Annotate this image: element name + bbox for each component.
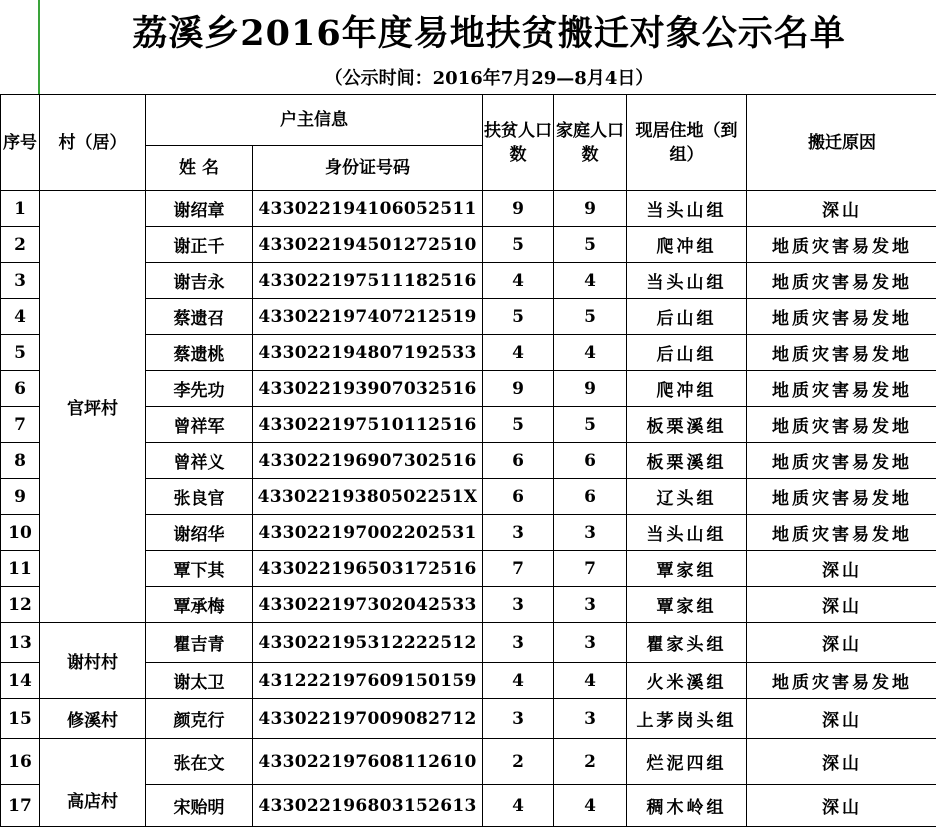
poverty-population-cell: 4 [483, 263, 554, 299]
seq-cell: 1 [1, 191, 40, 227]
name-cell: 覃承梅 [146, 587, 253, 623]
residence-cell: 后山组 [627, 335, 747, 371]
table-row [1, 191, 936, 227]
name-cell: 宋贻明 [146, 785, 253, 827]
poverty-population-cell: 5 [483, 407, 554, 443]
reason-cell: 地质灾害易发地 [747, 263, 936, 299]
family-population-cell: 9 [554, 191, 627, 227]
id-number-cell: 433022194106052511 [253, 191, 483, 227]
poverty-population-cell: 2 [483, 739, 554, 785]
name-cell: 蔡遗召 [146, 299, 253, 335]
residence-cell: 辽头组 [627, 479, 747, 515]
residence-cell: 板栗溪组 [627, 443, 747, 479]
reason-cell: 深山 [747, 739, 936, 785]
seq-cell: 13 [1, 623, 40, 663]
name-cell: 瞿吉青 [146, 623, 253, 663]
id-number-cell: 433022196907302516 [253, 443, 483, 479]
name-cell: 颜克行 [146, 699, 253, 739]
name-cell: 谢绍章 [146, 191, 253, 227]
reason-cell: 地质灾害易发地 [747, 335, 936, 371]
reason-cell: 深山 [747, 785, 936, 827]
residence-cell: 烂泥四组 [627, 739, 747, 785]
seq-cell: 15 [1, 699, 40, 739]
family-population-cell: 5 [554, 299, 627, 335]
family-population-cell: 5 [554, 227, 627, 263]
header-owner-info: 户主信息 [146, 95, 483, 146]
village-cell: 谢村村 [40, 623, 146, 699]
title-block [38, 0, 936, 94]
poverty-population-cell: 3 [483, 699, 554, 739]
id-number-cell: 433022194501272510 [253, 227, 483, 263]
name-cell: 谢太卫 [146, 663, 253, 699]
family-population-cell: 9 [554, 371, 627, 407]
seq-cell: 9 [1, 479, 40, 515]
name-cell: 李先功 [146, 371, 253, 407]
family-population-cell: 3 [554, 699, 627, 739]
id-number-cell: 433022197510112516 [253, 407, 483, 443]
reason-cell: 深山 [747, 587, 936, 623]
reason-cell: 地质灾害易发地 [747, 407, 936, 443]
residence-cell: 覃家组 [627, 587, 747, 623]
name-cell: 张在文 [146, 739, 253, 785]
poverty-population-cell: 6 [483, 443, 554, 479]
id-number-cell: 433022197608112610 [253, 739, 483, 785]
seq-cell: 11 [1, 551, 40, 587]
page-title: 荔溪乡2016年度易地扶贫搬迁对象公示名单 [40, 6, 936, 56]
id-number-cell: 433022194807192533 [253, 335, 483, 371]
reason-cell: 深山 [747, 699, 936, 739]
header-current-residence: 现居住地（到组） [627, 95, 747, 191]
announcement-period: （公示时间：2016年7月29—8月4日） [40, 64, 936, 90]
id-number-cell: 433022193907032516 [253, 371, 483, 407]
name-cell: 谢吉永 [146, 263, 253, 299]
reason-cell: 地质灾害易发地 [747, 299, 936, 335]
poverty-population-cell: 9 [483, 371, 554, 407]
id-number-cell: 433022197302042533 [253, 587, 483, 623]
reason-cell: 地质灾害易发地 [747, 443, 936, 479]
poverty-population-cell: 4 [483, 663, 554, 699]
poverty-population-cell: 6 [483, 479, 554, 515]
header-poverty-population: 扶贫人口数 [483, 95, 554, 191]
village-cell: 修溪村 [40, 699, 146, 739]
id-number-cell: 433022196503172516 [253, 551, 483, 587]
name-cell: 张良官 [146, 479, 253, 515]
residence-cell: 上茅岗头组 [627, 699, 747, 739]
reason-cell: 地质灾害易发地 [747, 479, 936, 515]
poverty-population-cell: 4 [483, 785, 554, 827]
seq-cell: 5 [1, 335, 40, 371]
village-cell: 高店村 [40, 739, 146, 827]
family-population-cell: 3 [554, 623, 627, 663]
family-population-cell: 4 [554, 335, 627, 371]
family-population-cell: 6 [554, 479, 627, 515]
poverty-population-cell: 3 [483, 587, 554, 623]
residence-cell: 后山组 [627, 299, 747, 335]
relocation-list-table [0, 94, 936, 827]
poverty-population-cell: 3 [483, 515, 554, 551]
poverty-population-cell: 3 [483, 623, 554, 663]
table-row [1, 699, 936, 739]
family-population-cell: 7 [554, 551, 627, 587]
poverty-population-cell: 7 [483, 551, 554, 587]
family-population-cell: 3 [554, 587, 627, 623]
name-cell: 覃下其 [146, 551, 253, 587]
seq-cell: 10 [1, 515, 40, 551]
header-relocation-reason: 搬迁原因 [747, 95, 936, 191]
residence-cell: 瞿家头组 [627, 623, 747, 663]
family-population-cell: 4 [554, 263, 627, 299]
seq-cell: 12 [1, 587, 40, 623]
seq-cell: 7 [1, 407, 40, 443]
family-population-cell: 4 [554, 785, 627, 827]
poverty-population-cell: 5 [483, 227, 554, 263]
residence-cell: 覃家组 [627, 551, 747, 587]
id-number-cell: 433022196803152613 [253, 785, 483, 827]
residence-cell: 板栗溪组 [627, 407, 747, 443]
poverty-population-cell: 9 [483, 191, 554, 227]
reason-cell: 地质灾害易发地 [747, 371, 936, 407]
id-number-cell: 433022197511182516 [253, 263, 483, 299]
seq-cell: 3 [1, 263, 40, 299]
seq-cell: 8 [1, 443, 40, 479]
seq-cell: 2 [1, 227, 40, 263]
seq-cell: 4 [1, 299, 40, 335]
name-cell: 曾祥军 [146, 407, 253, 443]
table-row [1, 623, 936, 663]
family-population-cell: 5 [554, 407, 627, 443]
id-number-cell: 433022197407212519 [253, 299, 483, 335]
id-number-cell: 433022197002202531 [253, 515, 483, 551]
header-seq: 序号 [1, 95, 40, 191]
name-cell: 谢正千 [146, 227, 253, 263]
id-number-cell: 431222197609150159 [253, 663, 483, 699]
id-number-cell: 43302219380502251X [253, 479, 483, 515]
header-family-population: 家庭人口数 [554, 95, 627, 191]
family-population-cell: 3 [554, 515, 627, 551]
reason-cell: 深山 [747, 191, 936, 227]
seq-cell: 14 [1, 663, 40, 699]
village-cell: 官坪村 [40, 191, 146, 623]
name-cell: 蔡遗桃 [146, 335, 253, 371]
header-village: 村（居） [40, 95, 146, 191]
reason-cell: 深山 [747, 551, 936, 587]
header-name: 姓 名 [146, 146, 253, 191]
residence-cell: 当头山组 [627, 263, 747, 299]
residence-cell: 爬冲组 [627, 371, 747, 407]
residence-cell: 爬冲组 [627, 227, 747, 263]
seq-cell: 6 [1, 371, 40, 407]
seq-cell: 17 [1, 785, 40, 827]
reason-cell: 地质灾害易发地 [747, 515, 936, 551]
poverty-population-cell: 5 [483, 299, 554, 335]
reason-cell: 地质灾害易发地 [747, 227, 936, 263]
name-cell: 谢绍华 [146, 515, 253, 551]
residence-cell: 火米溪组 [627, 663, 747, 699]
header-id-number: 身份证号码 [253, 146, 483, 191]
residence-cell: 稠木岭组 [627, 785, 747, 827]
residence-cell: 当头山组 [627, 191, 747, 227]
residence-cell: 当头山组 [627, 515, 747, 551]
id-number-cell: 433022195312222512 [253, 623, 483, 663]
family-population-cell: 2 [554, 739, 627, 785]
table-row [1, 739, 936, 785]
name-cell: 曾祥义 [146, 443, 253, 479]
family-population-cell: 4 [554, 663, 627, 699]
poverty-population-cell: 4 [483, 335, 554, 371]
seq-cell: 16 [1, 739, 40, 785]
reason-cell: 深山 [747, 623, 936, 663]
reason-cell: 地质灾害易发地 [747, 663, 936, 699]
family-population-cell: 6 [554, 443, 627, 479]
id-number-cell: 433022197009082712 [253, 699, 483, 739]
